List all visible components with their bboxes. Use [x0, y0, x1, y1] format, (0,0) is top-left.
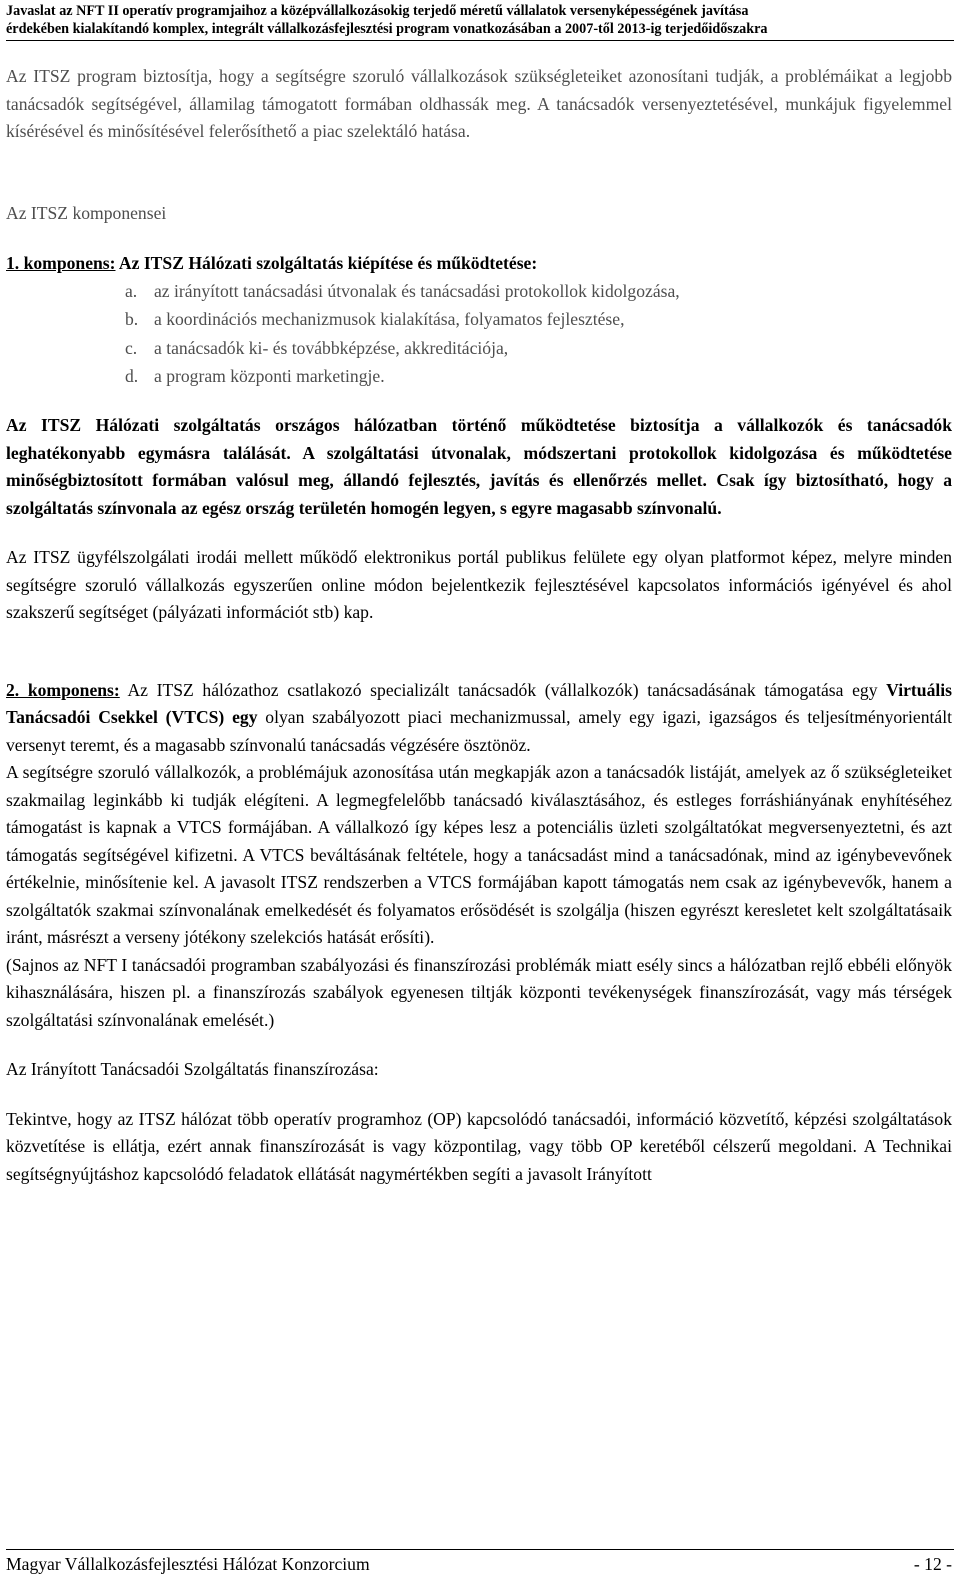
- list-item-text: az irányított tanácsadási útvonalak és tanácsadási protokollok kidolgozása,: [154, 281, 680, 301]
- list-item: [6, 277, 952, 305]
- intro-paragraph: Az ITSZ program biztosítja, hogy a segítségre szoruló vállalkozások szükségleteiket azonosítani tudják, a problémáikat a legjobb tanácsadók segítségével, államilag támogatott formában oldhassák meg. A tanácsadók versenyeztetésével, munkájuk figyelemmel kísérésével és minősítésével felerősíthető a piac szelektáló hatása.: [6, 66, 952, 141]
- network-paragraph: Az ITSZ Hálózati szolgáltatás országos hálózatban történő működtetése biztosítja a vállalkozók és tanácsadók leghatékonyabb egymásra találását. A szolgáltatási útvonalak, módszertani protokollok kidolgozása és működtetése minőségbiztosított formában valósul meg, állandó fejlesztés, javítás és ellenőrzés mellet. Csak így biztosítható, hogy a szolgáltatás színvonala az egész ország területén homogén legyen, s egyre magasabb színvonalú.: [6, 415, 952, 518]
- list-marker: a.: [125, 281, 138, 301]
- list-marker: d.: [125, 365, 139, 386]
- component2-text-before: Az ITSZ hálózathoz csatlakozó specializált tanácsadók (vállalkozók) tanácsadásának támogatása egy: [119, 679, 887, 700]
- footer-organization: Magyar Vállalkozásfejlesztési Hálózat Konzorcium: [6, 1554, 370, 1574]
- footer-divider: [6, 1549, 954, 1550]
- component1-title: Az ITSZ Hálózati szolgáltatás kiépítése és működtetése:: [115, 252, 538, 273]
- component2-text-after: olyan szabályozott piaci mechanizmussal, amely egy igazi, igazságos és teljesítményorientált versenyt teremt, és a magasabb színvonalú tanácsadás végzésére ösztönöz.: [6, 707, 952, 755]
- page-number: - 12 -: [913, 1554, 952, 1574]
- list-item: [6, 362, 952, 390]
- header-line-1: Javaslat az NFT II operatív programjaihoz a középvállalkozásokig terjedő méretű vállalatok versenyképességének javítása: [6, 3, 749, 19]
- component1-list: [6, 277, 952, 390]
- component2-paragraph-2: A segítségre szoruló vállalkozók, a problémájuk azonosítása után megkapják azon a tanácsadók listáját, amelyek az ő szükségleteiket szakmailag leginkább ki tudják elégíteni. A legmegfelelőbb tanácsadó kiválasztásához, és estleges forráshiányának enyhítéséhez támogatást is kapnak a VTCS formájában. A vállalkozó így képes lesz a potenciális üzleti szolgáltatókat megversenyeztetni, és azt támogatás segítségével kifizetni. A VTCS beváltásának feltétele, hogy a tanácsadást mind a tanácsadónak, mind az igénybevevőnek értékelnie, minősítenie kel. A javasolt ITSZ rendszerben a VTCS formájában kapott támogatás nem csak az igénybevevők, hanem a szolgáltatók szakmai színvonalának emelkedését és folyamatos erősödését is szolgálja (hiszen egyrészt keresletet kelt szolgáltatásaik iránt, másrészt a verseny jótékony szelekciós hatását erősíti).: [6, 762, 952, 948]
- list-marker: c.: [125, 337, 138, 358]
- financing-paragraph: Tekintve, hogy az ITSZ hálózat több operatív programhoz (OP) kapcsolódó tanácsadói, információ közvetítő, képzési szolgáltatások közvetítése is ellátja, ezért annak finanszírozását is vagy központilag, vagy több OP keretéből célszerű megoldani. A Technikai segítségnyújtáshoz kapcsolódó feladatok ellátását nagymértékben segíti a javasolt Irányított: [6, 1108, 952, 1184]
- component2-label: 2. komponens:: [6, 679, 120, 700]
- list-item: [6, 305, 952, 333]
- page-footer: [6, 1551, 952, 1578]
- components-heading: Az ITSZ komponensei: [6, 203, 167, 223]
- financing-heading: Az Irányított Tanácsadói Szolgáltatás finanszírozása:: [6, 1059, 379, 1080]
- header-divider: [6, 40, 954, 41]
- header-line-2: érdekében kialakítandó komplex, integrált vállalkozásfejlesztési program vonatkozásában a 2007-től 2013-ig terjedőidőszakra: [6, 21, 768, 37]
- component1-label: 1. komponens:: [6, 252, 116, 273]
- list-item-text: a program központi marketingje.: [154, 365, 385, 386]
- list-item-text: a tanácsadók ki- és továbbképzése, akkreditációja,: [154, 337, 509, 358]
- list-marker: b.: [125, 309, 139, 330]
- portal-paragraph: Az ITSZ ügyfélszolgálati irodái mellett működő elektronikus portál publikus felülete egy olyan platformot képez, melyre minden segítségre szoruló vállalkozás egyszerűen online módon bejelentkezik fejlesztésével kapcsolatos információs igényével és ahol szakszerű segítséget (pályázati információt stb) kap.: [6, 547, 952, 623]
- page-header: [6, 2, 954, 38]
- component2-vtcs: Virtuális Tanácsadói Csekkel (VTCS) egy: [6, 679, 952, 728]
- document-body: [6, 63, 952, 1188]
- component2-paragraph: [6, 677, 952, 760]
- component1-heading: [6, 250, 952, 278]
- list-item-text: a koordinációs mechanizmusok kialakítása, folyamatos fejlesztése,: [154, 309, 625, 330]
- component2-paragraph-3: (Sajnos az NFT I tanácsadói programban szabályozási és finanszírozási problémák miatt esély sincs a hálózatban rejlő ebbéli előnyök kihasználására, hiszen pl. a finanszírozás szabályok egyenesen tiltják központi tevékenységek finanszírozását, vagy más térségek szolgáltatási színvonalának emelését.): [6, 954, 952, 1030]
- list-item: [6, 334, 952, 362]
